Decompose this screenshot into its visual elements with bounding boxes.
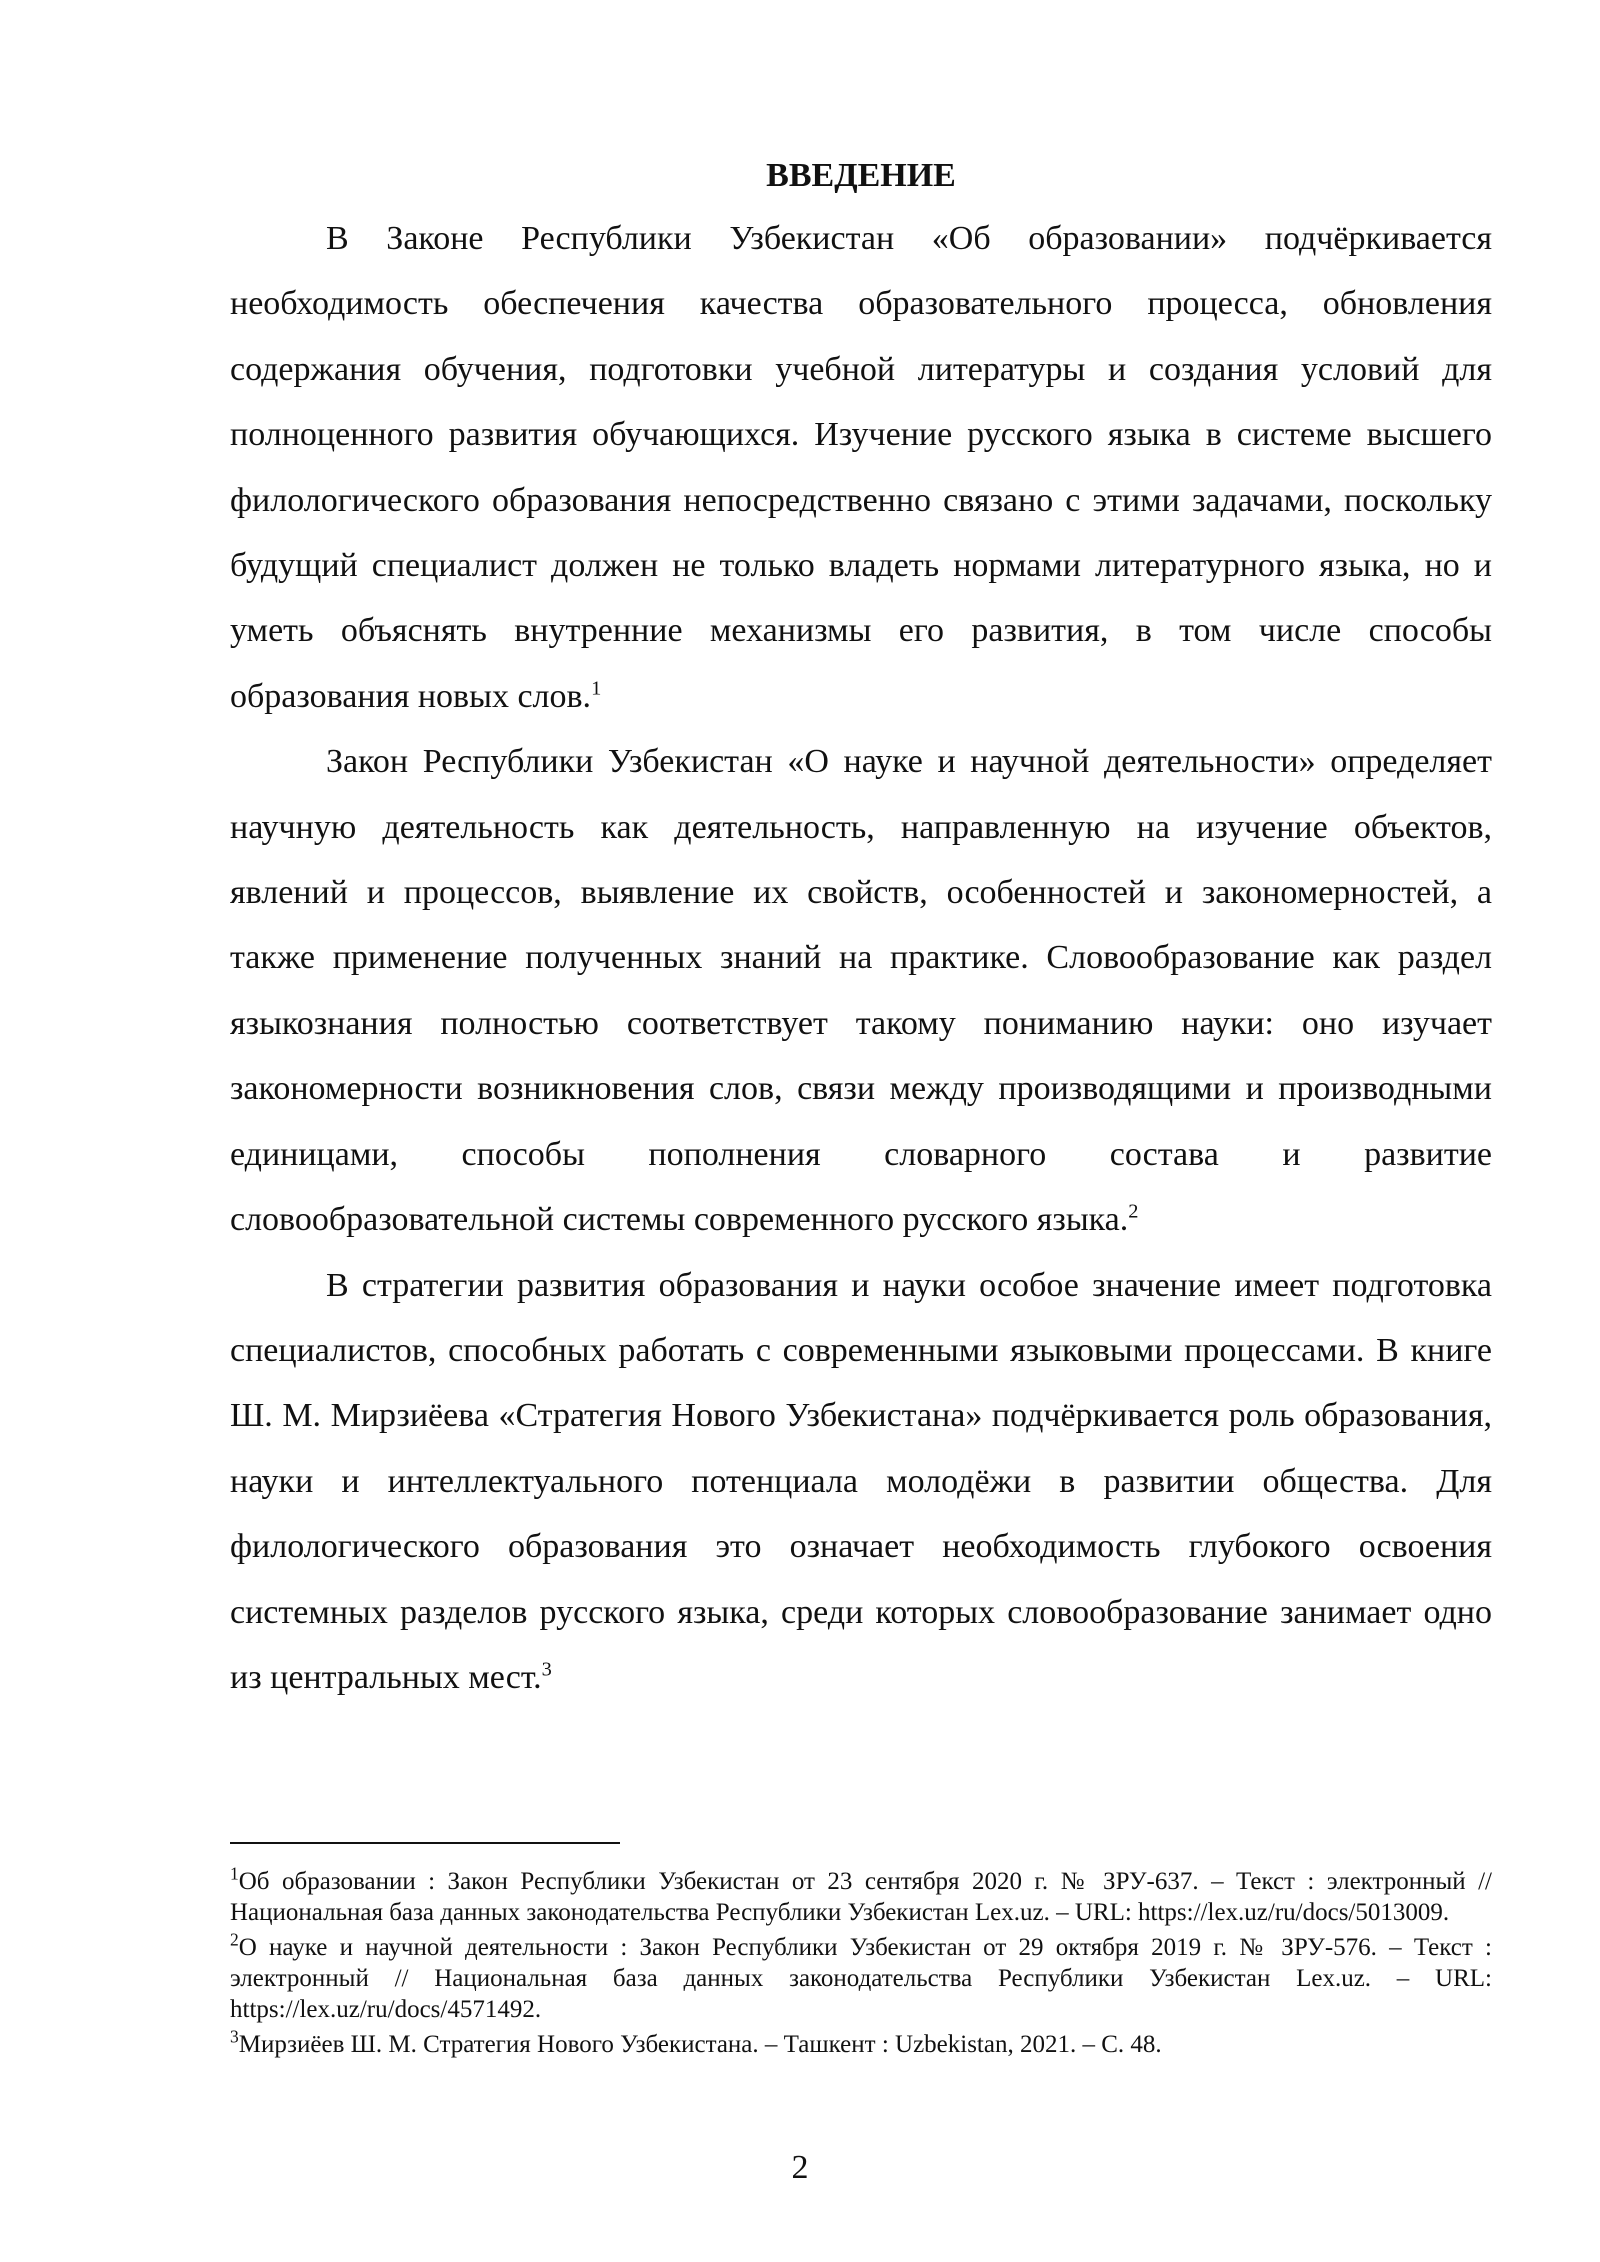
paragraph-text: В Законе Республики Узбекистан «Об образовании» подчёркивается необходимость обеспечения качества образовательного процесса, обновления содержания обучения, подготовки учебной литературы и создания условий для полноценного развития обучающихся. Изучение русского языка в системе высшего филологического образования непосредственно связано с этими задачами, поскольку будущий специалист должен не только владеть нормами литературного языка, но и уметь объяснять внутренние механизмы его развития, в том числе способы образования новых слов. [230, 220, 1492, 715]
footnote-3 [230, 2026, 1492, 2060]
footnote-ref-1[interactable]: 1 [591, 677, 602, 700]
footnote-separator [230, 1842, 620, 1844]
paragraph-3 [230, 1253, 1492, 1711]
footnote-mark: 2 [230, 1929, 239, 1950]
footnote-text: Об образовании : Закон Республики Узбекистан от 23 сентября 2020 г. № ЗРУ-637. – Текст : электронный // Национальная база данных законодательства Республики Узбекистан Lex.uz. – URL: https://lex.uz/ru/docs/5013009. [230, 1868, 1492, 1926]
footnote-2 [230, 1929, 1492, 2025]
footnote-text: Мирзиёев Ш. М. Стратегия Нового Узбекистана. – Ташкент : Uzbekistan, 2021. – С. 48. [238, 2031, 1162, 2058]
footnote-ref-2[interactable]: 2 [1128, 1200, 1139, 1223]
body-text [230, 146, 1492, 1710]
footnote-text: О науке и научной деятельности : Закон Республики Узбекистан от 29 октября 2019 г. № ЗРУ-576. – Текст : электронный // Национальная база данных законодательства Республики Узбекистан Lex.uz. – URL: https://lex.uz/ru/docs/4571492. [230, 1934, 1492, 2023]
section-heading: ВВЕДЕНИЕ [766, 157, 956, 194]
footnote-ref-3[interactable]: 3 [541, 1658, 552, 1681]
paragraph-2 [230, 729, 1492, 1252]
paragraph-1 [230, 206, 1492, 729]
footnote-mark: 1 [230, 1863, 239, 1884]
footnotes-section [230, 1842, 1492, 2064]
paragraph-text: В стратегии развития образования и науки особое значение имеет подготовка специалистов, способных работать с современными языковыми процессами. В книге Ш. М. Мирзиёева «Стратегия Нового Узбекистана» подчёркивается роль образования, науки и интеллектуального потенциала молодёжи в развитии общества. Для филологического образования это означает необходимость глубокого освоения системных разделов русского языка, среди которых словообразование занимает одно из центральных мест. [230, 1266, 1492, 1696]
footnote-1 [230, 1863, 1492, 1928]
paragraph-text: Закон Республики Узбекистан «О науке и научной деятельности» определяет научную деятельность как деятельность, направленную на изучение объектов, явлений и процессов, выявление их свойств, особенностей и закономерностей, а также применение полученных знаний на практике. Словообразование как раздел языкознания полностью соответствует такому пониманию науки: оно изучает закономерности возникновения слов, связи между производящими и производными единицами, способы пополнения словарного состава и развитие словообразовательной системы современного русского языка. [230, 743, 1492, 1239]
page-number: 2 [791, 2149, 809, 2186]
footnote-mark: 3 [230, 2026, 239, 2047]
